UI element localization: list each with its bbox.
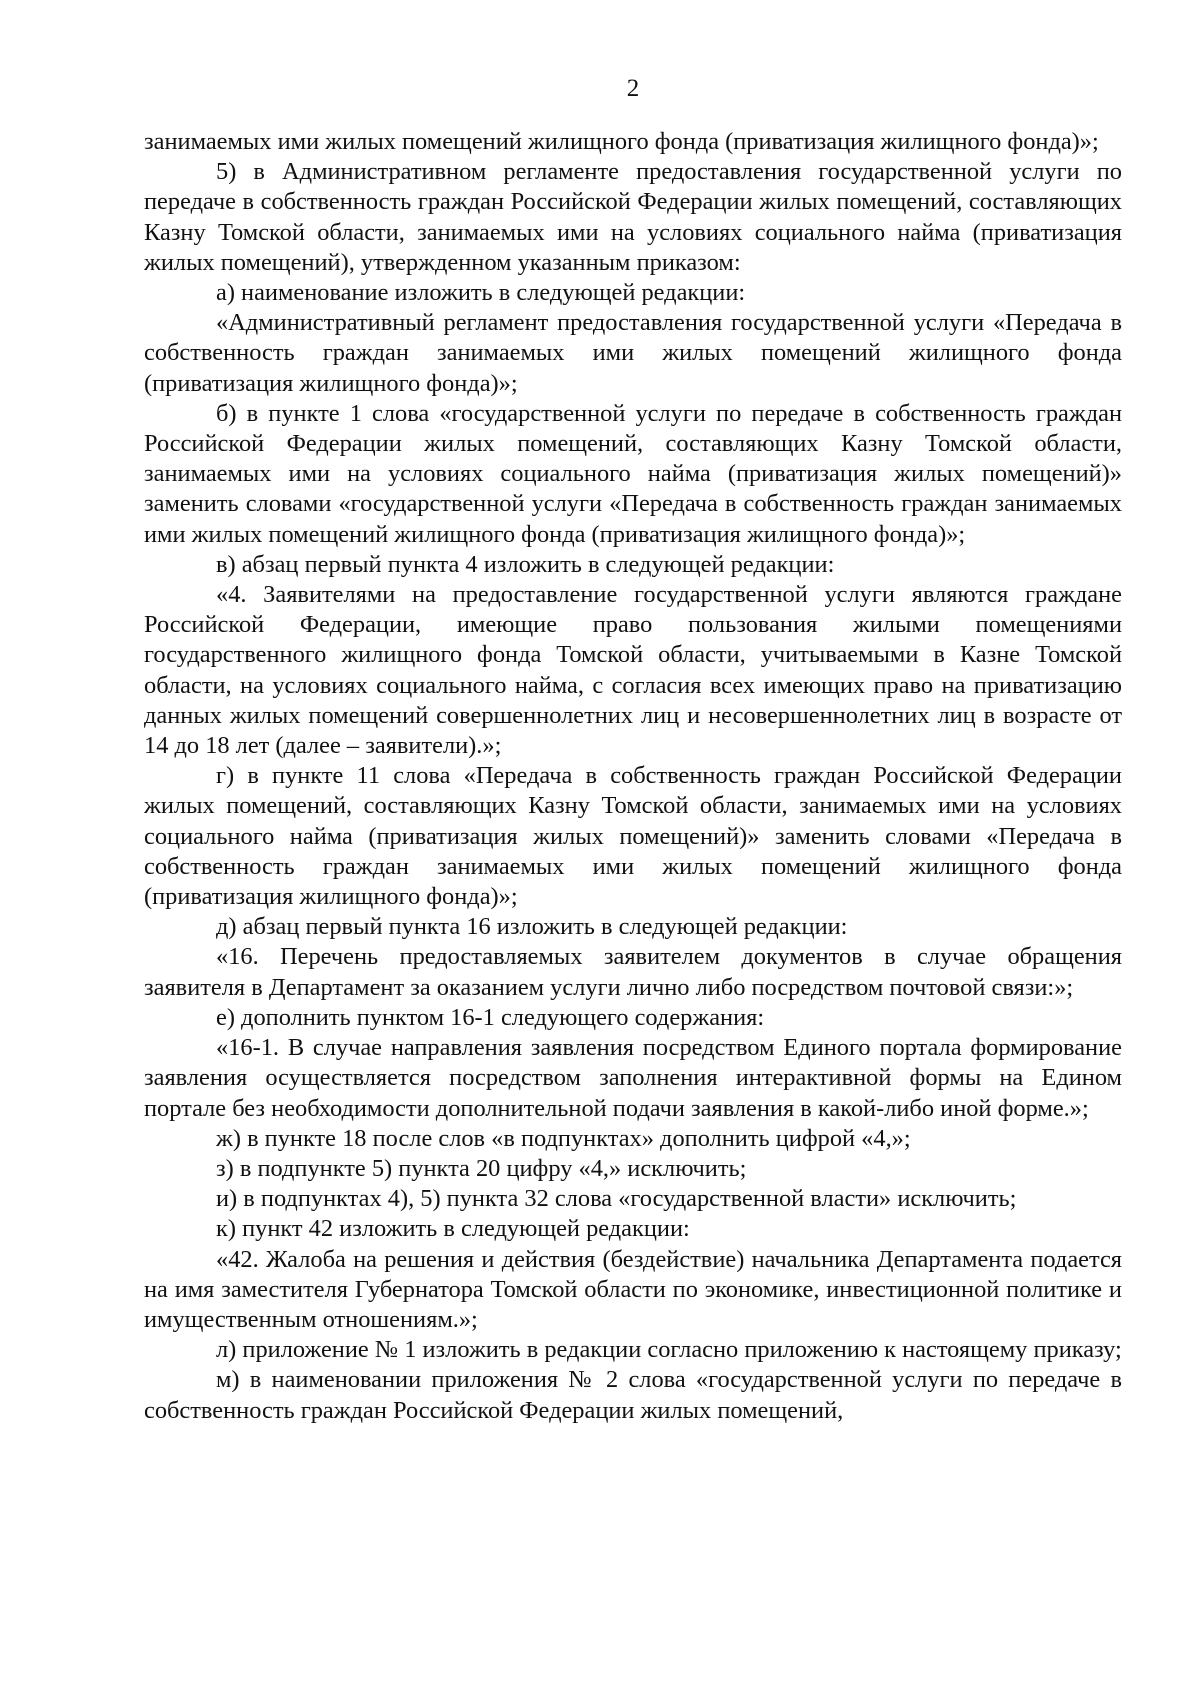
paragraph-item-b: б) в пункте 1 слова «государственной услуги по передаче в собственность граждан Российской Федерации жилых помещений, составляющих Казну Томской области, занимаемых ими на условиях социального найма (приватизация жилых помещений)» заменить словами «государственной услуги «Передача в собственность граждан занимаемых ими жилых помещений жилищного фонда (приватизация жилищного фонда)»; (144, 399, 1122, 548)
document-body (144, 127, 1122, 1426)
paragraph-item-l: л) приложение № 1 изложить в редакции согласно приложению к настоящему приказу; (216, 1336, 1122, 1364)
paragraph-item-z: з) в подпункте 5) пункта 20 цифру «4,» исключить; (216, 1154, 747, 1182)
paragraph-quote-16: «16. Перечень предоставляемых заявителем документов в случае обращения заявителя в Департамент за оказанием услуги лично либо посредством почтовой связи:»; (144, 943, 1122, 1001)
paragraph-item-e: е) дополнить пунктом 16-1 следующего содержания: (216, 1003, 765, 1031)
paragraph-item-a: а) наименование изложить в следующей редакции: (216, 279, 746, 307)
paragraph-quote-4: «4. Заявителями на предоставление государственной услуги являются граждане Российской Федерации, имеющие право пользования жилыми помещениями государственного жилищного фонда Томской области, учитываемыми в Казне Томской области, на условиях социального найма, с согласия всех имеющих право на приватизацию данных жилых помещений совершеннолетних лиц и несовершеннолетних лиц в возрасте от 14 до 18 лет (далее – заявители).»; (144, 581, 1122, 760)
paragraph-item-v: в) абзац первый пункта 4 изложить в следующей редакции: (216, 550, 835, 578)
paragraph-item-i: и) в подпунктах 4), 5) пункта 32 слова «государственной власти» исключить; (216, 1185, 1017, 1213)
paragraph-quote-42: «42. Жалоба на решения и действия (бездействие) начальника Департамента подается на имя заместителя Губернатора Томской области по экономике, инвестиционной политике и имущественным отношениям.»; (144, 1245, 1122, 1333)
paragraph-item-5: 5) в Административном регламенте предоставления государственной услуги по передаче в собственность граждан Российской Федерации жилых помещений, составляющих Казну Томской области, занимаемых ими на условиях социального найма (приватизация жилых помещений), утвержденном указанным приказом: (144, 158, 1122, 276)
paragraph-item-zh: ж) в пункте 18 после слов «в подпунктах» дополнить цифрой «4,»; (216, 1124, 911, 1152)
paragraph-quote-title: «Административный регламент предоставления государственной услуги «Передача в собственность граждан занимаемых ими жилых помещений жилищного фонда (приватизация жилищного фонда)»; (144, 309, 1122, 397)
paragraph-item-d: д) абзац первый пункта 16 изложить в следующей редакции: (216, 913, 848, 941)
paragraph-item-g: г) в пункте 11 слова «Передача в собственность граждан Российской Федерации жилых помещений, составляющих Казну Томской области, занимаемых ими на условиях социального найма (приватизация жилых помещений)» заменить словами «Передача в собственность граждан занимаемых ими жилых помещений жилищного фонда (приватизация жилищного фонда)»; (144, 762, 1122, 911)
paragraph-quote-16-1: «16-1. В случае направления заявления посредством Единого портала формирование заявления осуществляется посредством заполнения интерактивной формы на Едином портале без необходимости дополнительной подачи заявления в какой-либо иной форме.»; (144, 1034, 1122, 1122)
page-number: 2 (626, 75, 640, 102)
paragraph-item-k: к) пункт 42 изложить в следующей редакции: (216, 1215, 690, 1243)
paragraph-item-m: м) в наименовании приложения № 2 слова «государственной услуги по передаче в собственность граждан Российской Федерации жилых помещений, (144, 1366, 1122, 1424)
paragraph-continuation: занимаемых ими жилых помещений жилищного фонда (приватизация жилищного фонда)»; (144, 128, 1099, 155)
